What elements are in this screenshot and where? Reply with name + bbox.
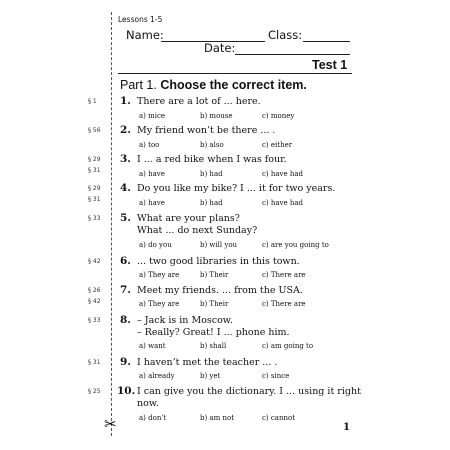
question-number: 10. xyxy=(117,385,136,397)
question-text: I haven’t met the teacher ... . xyxy=(137,357,278,368)
question-text: I can give you the dictionary. I ... using it right xyxy=(137,386,361,397)
option-a[interactable]: a) They are xyxy=(139,271,180,279)
option-b[interactable]: b) am not xyxy=(200,414,235,422)
question-text-line-2: now. xyxy=(137,398,159,409)
option-c[interactable]: c) money xyxy=(262,112,295,120)
question-number: 6. xyxy=(120,255,131,267)
question-text-line-2: What ... do next Sunday? xyxy=(137,225,258,236)
question-number: 5. xyxy=(120,212,131,224)
class-field[interactable] xyxy=(303,41,350,42)
section-ref: § 29 xyxy=(88,185,101,192)
section-ref-2: § 42 xyxy=(88,298,101,305)
option-c[interactable]: c) have had xyxy=(262,199,304,207)
question-text: There are a lot of ... here. xyxy=(137,96,261,107)
section-ref: § 31 xyxy=(88,359,101,366)
option-c[interactable]: c) cannot xyxy=(262,414,296,422)
page-number: 1 xyxy=(343,422,350,433)
section-ref-2: § 31 xyxy=(88,167,101,174)
option-b[interactable]: b) had xyxy=(200,170,223,178)
option-a[interactable]: a) too xyxy=(139,141,160,149)
question-number: 8. xyxy=(120,314,131,326)
title-rule xyxy=(118,73,352,74)
question-text: Do you like my bike? I ... it for two years. xyxy=(137,183,336,194)
name-label: Name: xyxy=(126,28,164,42)
part-instruction: Choose the correct item. xyxy=(160,78,307,92)
section-ref: § 29 xyxy=(88,156,101,163)
lessons-label: Lessons 1-5 xyxy=(118,15,163,24)
question-text: ... two good libraries in this town. xyxy=(137,256,300,267)
option-a[interactable]: a) want xyxy=(139,342,166,350)
scissors-icon: ✂ xyxy=(104,415,117,433)
option-a[interactable]: a) don’t xyxy=(139,414,167,422)
option-a[interactable]: a) mice xyxy=(139,112,166,120)
question-text: – Jack is in Moscow. xyxy=(137,315,233,326)
option-b[interactable]: b) had xyxy=(200,199,223,207)
section-ref-2: § 31 xyxy=(88,196,101,203)
section-ref: § 25 xyxy=(88,388,101,395)
option-c[interactable]: c) are you going to xyxy=(262,241,329,249)
part-heading xyxy=(120,78,307,92)
date-label: Date: xyxy=(204,41,236,55)
cut-line xyxy=(111,12,112,436)
date-field[interactable] xyxy=(235,54,350,55)
option-b[interactable]: b) yet xyxy=(200,372,221,380)
option-c[interactable]: c) since xyxy=(262,372,290,380)
option-b[interactable]: b) mouse xyxy=(200,112,233,120)
option-a[interactable]: a) do you xyxy=(139,241,172,249)
option-b[interactable]: b) will you xyxy=(200,241,238,249)
question-number: 4. xyxy=(120,182,131,194)
option-c[interactable]: c) There are xyxy=(262,271,306,279)
option-a[interactable]: a) already xyxy=(139,372,175,380)
class-label: Class: xyxy=(268,28,303,42)
test-title: Test 1 xyxy=(312,58,348,72)
question-number: 7. xyxy=(120,284,131,296)
section-ref: § 42 xyxy=(88,258,101,265)
question-text: My friend won’t be there ... . xyxy=(137,125,276,136)
question-number: 2. xyxy=(120,124,131,136)
section-ref: § 56 xyxy=(88,127,101,134)
question-number: 1. xyxy=(120,95,131,107)
question-text: I ... a red bike when I was four. xyxy=(137,154,287,165)
part-number: Part 1. xyxy=(120,78,157,92)
option-c[interactable]: c) There are xyxy=(262,300,306,308)
option-b[interactable]: b) Their xyxy=(200,271,229,279)
option-c[interactable]: c) have had xyxy=(262,170,304,178)
question-number: 9. xyxy=(120,356,131,368)
section-ref: § 1 xyxy=(88,98,97,105)
section-ref: § 33 xyxy=(88,317,101,324)
option-c[interactable]: c) am going to xyxy=(262,342,314,350)
option-a[interactable]: a) have xyxy=(139,170,165,178)
option-a[interactable]: a) have xyxy=(139,199,165,207)
option-a[interactable]: a) They are xyxy=(139,300,180,308)
question-number: 3. xyxy=(120,153,131,165)
option-c[interactable]: c) either xyxy=(262,141,293,149)
option-b[interactable]: b) also xyxy=(200,141,224,149)
question-text: Meet my friends. ... from the USA. xyxy=(137,285,303,296)
question-text-line-2: – Really? Great! I ... phone him. xyxy=(137,327,290,338)
option-b[interactable]: b) shall xyxy=(200,342,227,350)
option-b[interactable]: b) Their xyxy=(200,300,229,308)
section-ref: § 26 xyxy=(88,287,101,294)
section-ref: § 33 xyxy=(88,215,101,222)
question-text: What are your plans? xyxy=(137,213,240,224)
